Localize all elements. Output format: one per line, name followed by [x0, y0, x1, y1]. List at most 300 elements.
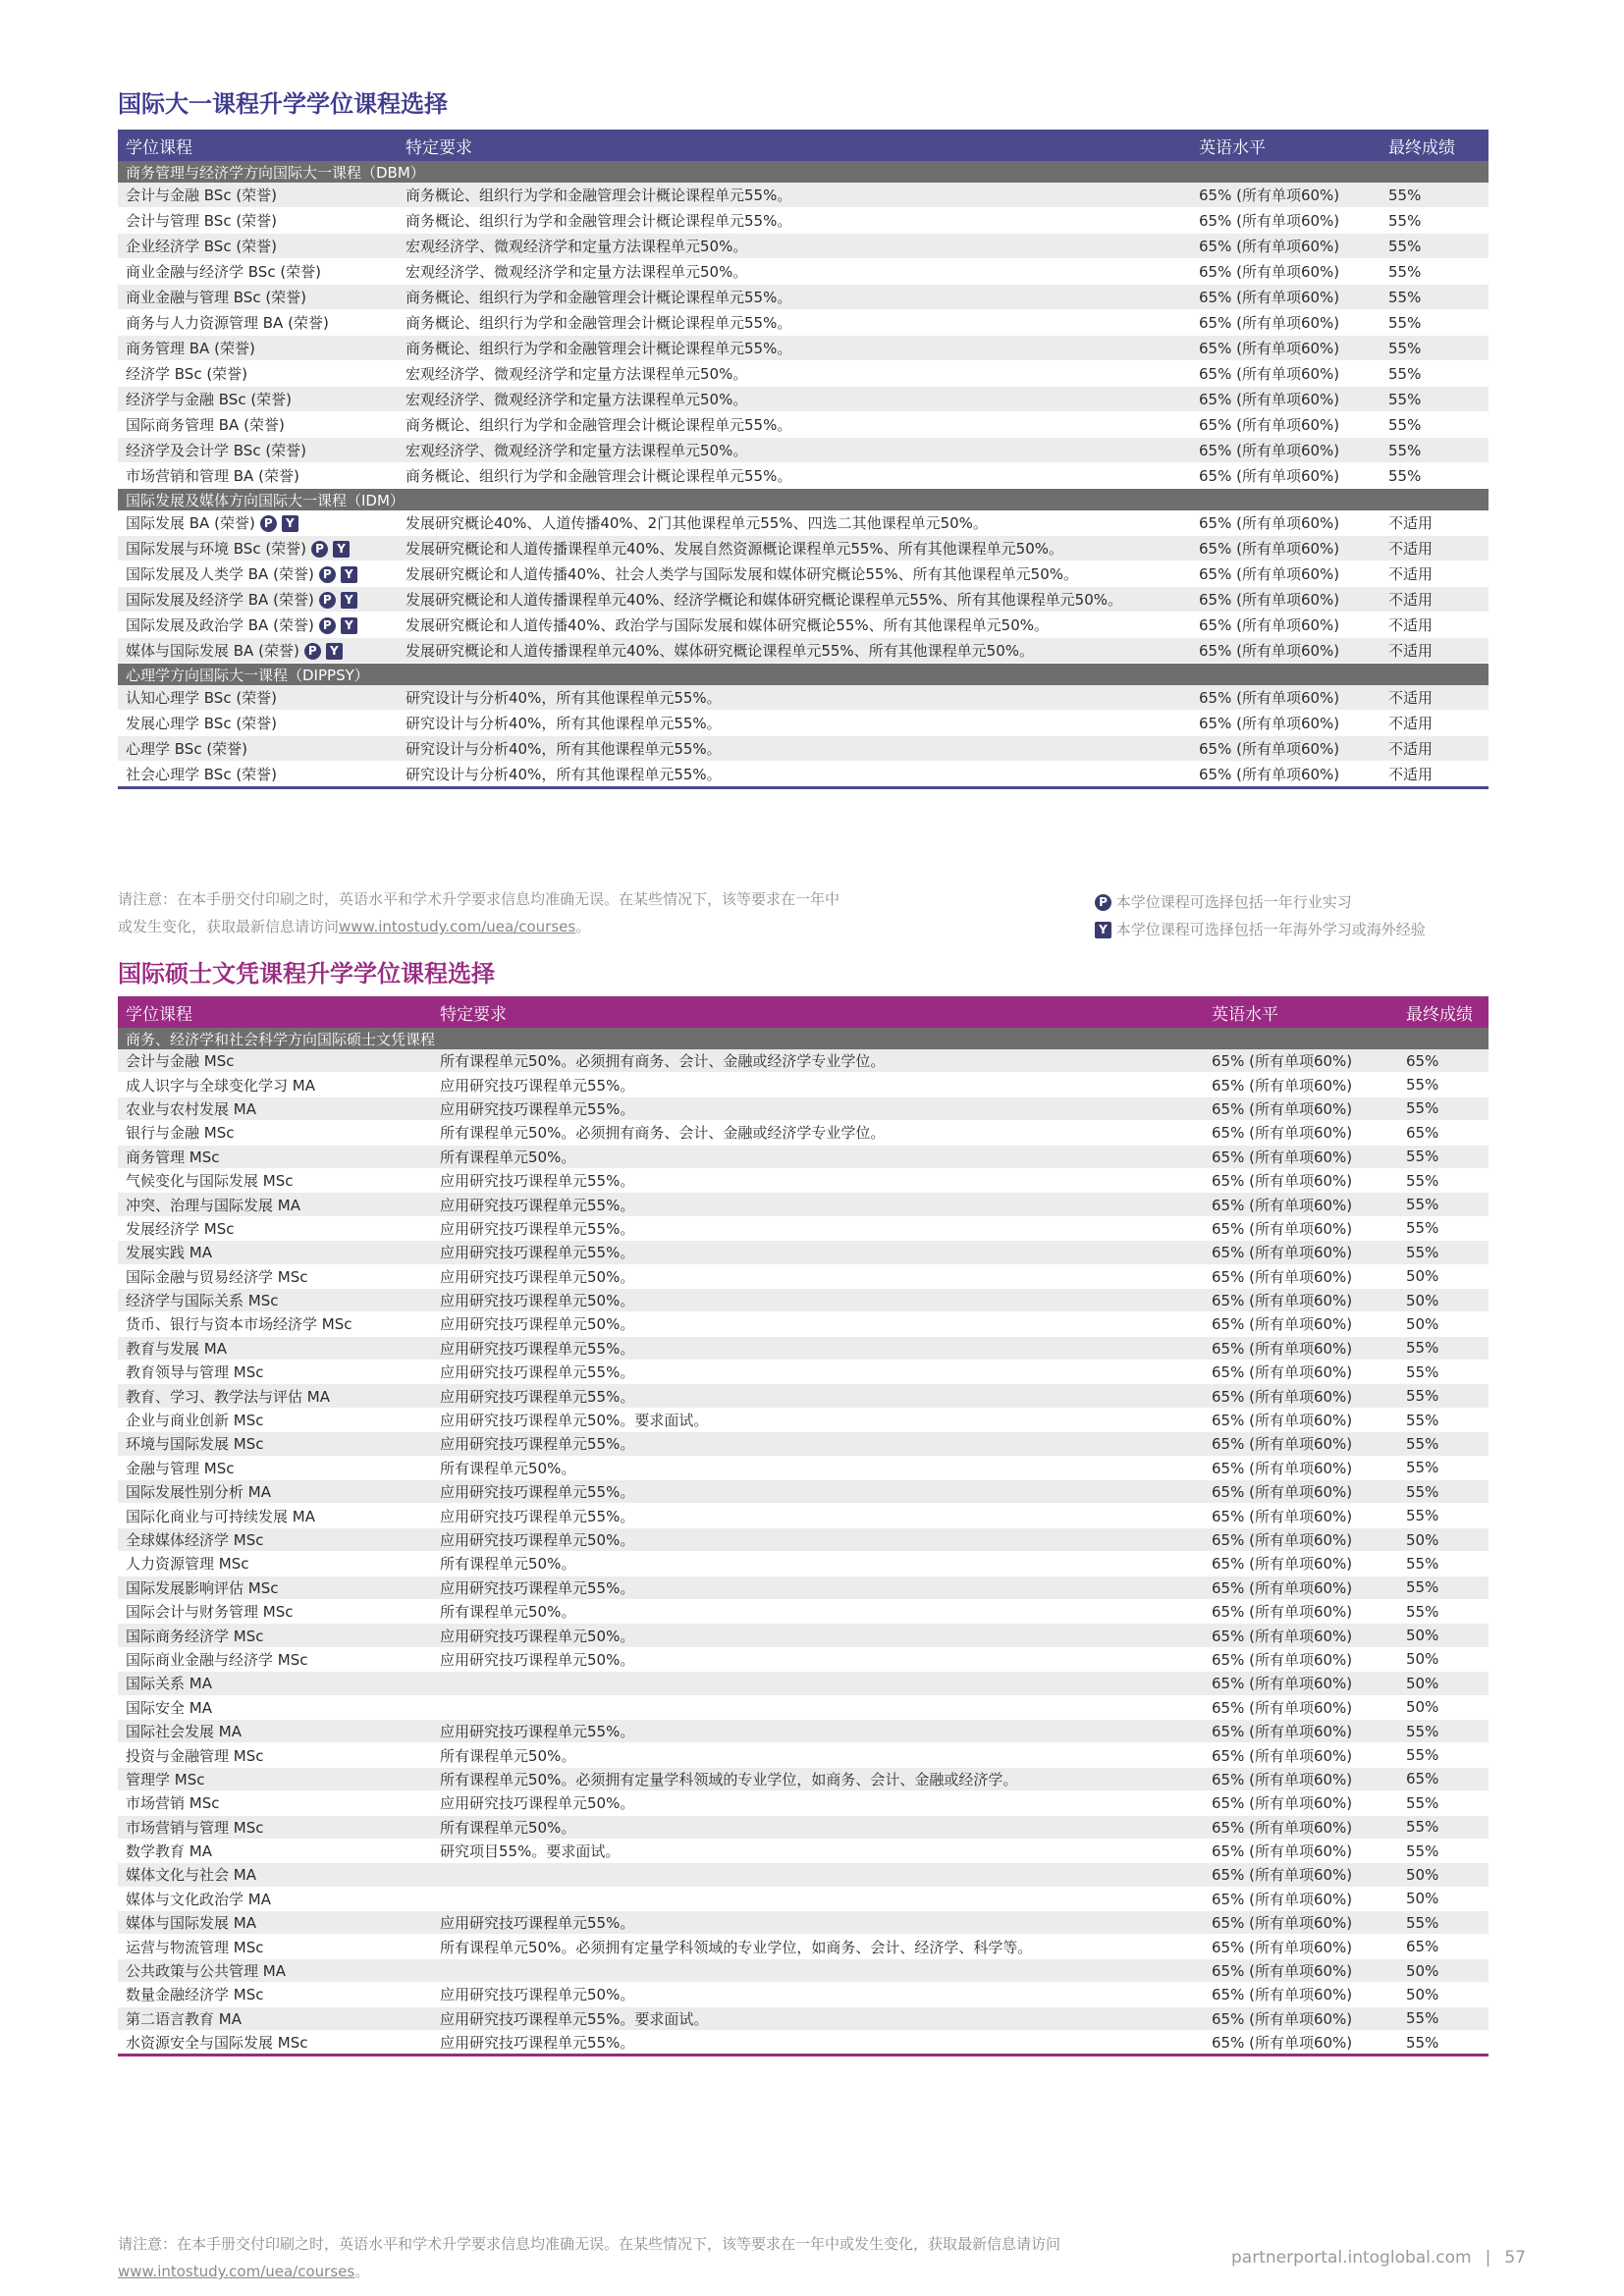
placement-icon: P [319, 592, 336, 609]
english-cell: 65% (所有单项60%) [1191, 310, 1380, 336]
table-row [118, 1432, 1489, 1456]
english-cell: 65% (所有单项60%) [1204, 1073, 1398, 1096]
final-grade-cell: 55% [1398, 1073, 1489, 1096]
table1-header-row [118, 130, 1489, 161]
final-grade-cell: 55% [1398, 1241, 1489, 1264]
english-cell: 65% (所有单项60%) [1204, 1958, 1398, 1982]
table-row [118, 2031, 1489, 2056]
requirements-cell: 发展研究概论和人道传播40%、社会人类学与国际发展和媒体研究概论55%、所有其他课程单元50%。 [398, 561, 1191, 587]
final-grade-cell: 55% [1380, 259, 1489, 285]
placement-icon: P [1095, 894, 1111, 911]
english-cell: 65% (所有单项60%) [1191, 208, 1380, 234]
table-row [118, 1743, 1489, 1767]
year-abroad-icon: Y [341, 592, 357, 609]
course-cell: 人力资源管理 MSc [118, 1552, 432, 1575]
requirements-cell: 宏观经济学、微观经济学和定量方法课程单元50%。 [398, 438, 1191, 463]
table-row [118, 1049, 1489, 1073]
table-row [118, 1527, 1489, 1551]
course-name: 认知心理学 BSc (荣誉) [126, 689, 278, 707]
table-row [118, 208, 1489, 234]
requirements-cell: 发展研究概论40%、人道传播40%、2门其他课程单元55%、四选二其他课程单元50%。 [398, 510, 1191, 536]
course-name: 国际发展 BA (荣誉) [126, 514, 255, 532]
english-cell: 65% (所有单项60%) [1204, 1839, 1398, 1862]
table-row [118, 1575, 1489, 1599]
course-cell: 国际社会发展 MA [118, 1719, 432, 1742]
course-cell: 发展实践 MA [118, 1241, 432, 1264]
table-row [118, 1624, 1489, 1647]
requirements-cell: 应用研究技巧课程单元55%。 [432, 2031, 1204, 2056]
group-label: 商务、经济学和社会科学方向国际硕士文凭课程 [118, 1028, 1489, 1049]
final-grade-cell: 不适用 [1380, 638, 1489, 664]
requirements-cell: 应用研究技巧课程单元55%。 [432, 1096, 1204, 1120]
final-grade-cell: 50% [1398, 1312, 1489, 1336]
table1-body [118, 161, 1489, 788]
final-grade-cell: 65% [1398, 1049, 1489, 1073]
english-cell: 65% (所有单项60%) [1191, 387, 1380, 412]
english-cell: 65% (所有单项60%) [1191, 183, 1380, 208]
english-cell: 65% (所有单项60%) [1204, 1504, 1398, 1527]
footer-site: partnerportal.intoglobal.com [1231, 2248, 1472, 2268]
english-cell: 65% (所有单项60%) [1191, 234, 1380, 259]
english-cell: 65% (所有单项60%) [1204, 1288, 1398, 1311]
course-cell: 会计与金融 MSc [118, 1049, 432, 1073]
requirements-cell [432, 1863, 1204, 1887]
requirements-cell: 应用研究技巧课程单元50%。 [432, 1312, 1204, 1336]
legend-placement-text: 本学位课程可选择包括一年行业实习 [1115, 893, 1352, 911]
english-cell: 65% (所有单项60%) [1204, 1624, 1398, 1647]
english-cell: 65% (所有单项60%) [1204, 1408, 1398, 1431]
requirements-cell: 所有课程单元50%。 [432, 1145, 1204, 1168]
table-row [118, 561, 1489, 587]
requirements-cell: 应用研究技巧课程单元55%。要求面试。 [432, 2006, 1204, 2030]
english-cell: 65% (所有单项60%) [1204, 1695, 1398, 1719]
course-name: 商业金融与管理 BSc (荣誉) [126, 289, 307, 306]
requirements-cell: 研究设计与分析40%，所有其他课程单元55%。 [398, 762, 1191, 788]
table-row [118, 234, 1489, 259]
table-row [118, 1264, 1489, 1288]
english-cell: 65% (所有单项60%) [1204, 1241, 1398, 1264]
requirements-cell: 应用研究技巧课程单元50%。要求面试。 [432, 1408, 1204, 1431]
requirements-cell: 应用研究技巧课程单元55%。 [432, 1480, 1204, 1504]
final-grade-cell: 55% [1398, 1432, 1489, 1456]
english-cell: 65% (所有单项60%) [1204, 1815, 1398, 1839]
course-cell [118, 310, 398, 336]
requirements-cell: 发展研究概论和人道传播课程单元40%、发展自然资源概论课程单元55%、所有其他课程单元50%。 [398, 536, 1191, 561]
requirements-cell: 应用研究技巧课程单元55%。 [432, 1216, 1204, 1240]
requirements-cell [432, 1672, 1204, 1695]
final-grade-cell: 不适用 [1380, 613, 1489, 638]
group-label: 心理学方向国际大一课程（DIPPSY） [118, 664, 1489, 686]
course-cell [118, 412, 398, 438]
course-cell: 发展经济学 MSc [118, 1216, 432, 1240]
english-cell: 65% (所有单项60%) [1191, 285, 1380, 310]
table-row [118, 259, 1489, 285]
course-cell: 教育、学习、教学法与评估 MA [118, 1384, 432, 1408]
table-row [118, 1336, 1489, 1360]
english-cell: 65% (所有单项60%) [1204, 1480, 1398, 1504]
requirements-cell [432, 1887, 1204, 1910]
final-grade-cell: 55% [1398, 1096, 1489, 1120]
course-name: 国际商务管理 BA (荣誉) [126, 416, 285, 434]
course-cell [118, 387, 398, 412]
final-grade-cell: 不适用 [1380, 711, 1489, 736]
table-row [118, 1504, 1489, 1527]
english-cell: 65% (所有单项60%) [1204, 1096, 1398, 1120]
header-course: 学位课程 [118, 130, 398, 161]
requirements-cell: 发展研究概论和人道传播课程单元40%、经济学概论和媒体研究概论课程单元55%、所有其他课程单元50%。 [398, 587, 1191, 613]
final-grade-cell: 55% [1380, 183, 1489, 208]
requirements-cell: 应用研究技巧课程单元55%。 [432, 1911, 1204, 1935]
english-cell: 65% (所有单项60%) [1191, 510, 1380, 536]
requirements-cell: 所有课程单元50%。 [432, 1815, 1204, 1839]
requirements-cell: 商务概论、组织行为学和金融管理会计概论课程单元55%。 [398, 463, 1191, 489]
header-final: 最终成绩 [1380, 130, 1489, 161]
requirements-cell: 应用研究技巧课程单元55%。 [432, 1336, 1204, 1360]
english-cell: 65% (所有单项60%) [1204, 1145, 1398, 1168]
course-cell: 环境与国际发展 MSc [118, 1432, 432, 1456]
requirements-cell: 商务概论、组织行为学和金融管理会计概论课程单元55%。 [398, 208, 1191, 234]
course-cell: 教育与发展 MA [118, 1336, 432, 1360]
group-row [118, 161, 1489, 183]
course-cell: 金融与管理 MSc [118, 1456, 432, 1479]
english-cell: 65% (所有单项60%) [1204, 1384, 1398, 1408]
table1 [118, 130, 1489, 789]
final-grade-cell: 65% [1398, 1121, 1489, 1145]
english-cell: 65% (所有单项60%) [1191, 361, 1380, 387]
course-name: 经济学及会计学 BSc (荣誉) [126, 442, 307, 459]
requirements-cell: 应用研究技巧课程单元55%。 [432, 1168, 1204, 1192]
course-cell: 国际发展性别分析 MA [118, 1480, 432, 1504]
table-row [118, 387, 1489, 412]
final-grade-cell: 不适用 [1380, 536, 1489, 561]
requirements-cell: 所有课程单元50%。 [432, 1552, 1204, 1575]
course-cell: 媒体文化与社会 MA [118, 1863, 432, 1887]
footer-separator: | [1485, 2248, 1491, 2268]
final-grade-cell: 55% [1380, 208, 1489, 234]
english-cell: 65% (所有单项60%) [1204, 1647, 1398, 1671]
table-row [118, 1241, 1489, 1264]
final-grade-cell: 55% [1380, 285, 1489, 310]
course-name: 商务与人力资源管理 BA (荣誉) [126, 314, 329, 332]
icon-legend [1090, 888, 1426, 943]
final-grade-cell: 50% [1398, 1647, 1489, 1671]
table-row [118, 1672, 1489, 1695]
final-grade-cell: 55% [1380, 336, 1489, 361]
english-cell: 65% (所有单项60%) [1204, 1361, 1398, 1384]
year-abroad-icon: Y [282, 515, 298, 532]
course-name: 国际发展及经济学 BA (荣誉) [126, 591, 314, 609]
group-label: 商务管理与经济学方向国际大一课程（DBM） [118, 161, 1489, 183]
final-grade-cell: 55% [1398, 1911, 1489, 1935]
courses-link[interactable]: www.intostudy.com/uea/courses [339, 918, 576, 935]
final-grade-cell: 55% [1398, 1456, 1489, 1479]
requirements-cell: 应用研究技巧课程单元55%。 [432, 1361, 1204, 1384]
table-row [118, 685, 1489, 711]
final-grade-cell: 55% [1398, 1552, 1489, 1575]
year-abroad-icon: Y [341, 566, 357, 583]
requirements-cell: 宏观经济学、微观经济学和定量方法课程单元50%。 [398, 361, 1191, 387]
course-name: 国际发展与环境 BSc (荣誉) [126, 540, 307, 558]
table-row [118, 638, 1489, 664]
final-grade-cell: 55% [1398, 1408, 1489, 1431]
requirements-cell: 应用研究技巧课程单元55%。 [432, 1193, 1204, 1216]
course-cell: 数量金融经济学 MSc [118, 1983, 432, 2006]
table-row [118, 1911, 1489, 1935]
course-cell: 管理学 MSc [118, 1767, 432, 1790]
table-row [118, 183, 1489, 208]
english-cell: 65% (所有单项60%) [1204, 1743, 1398, 1767]
final-grade-cell: 55% [1398, 1384, 1489, 1408]
english-cell: 65% (所有单项60%) [1204, 2031, 1398, 2056]
course-cell: 国际商业金融与经济学 MSc [118, 1647, 432, 1671]
legend-year-abroad [1090, 916, 1426, 943]
english-cell: 65% (所有单项60%) [1204, 1911, 1398, 1935]
final-grade-cell: 55% [1380, 412, 1489, 438]
requirements-cell: 所有课程单元50%。 [432, 1456, 1204, 1479]
final-grade-cell: 不适用 [1380, 510, 1489, 536]
requirements-cell: 宏观经济学、微观经济学和定量方法课程单元50%。 [398, 234, 1191, 259]
final-grade-cell: 55% [1398, 1743, 1489, 1767]
table-row [118, 1121, 1489, 1145]
table-row [118, 310, 1489, 336]
course-cell [118, 587, 398, 613]
english-cell: 65% (所有单项60%) [1191, 336, 1380, 361]
english-cell: 65% (所有单项60%) [1204, 1863, 1398, 1887]
course-name: 商业金融与经济学 BSc (荣誉) [126, 263, 322, 281]
final-grade-cell: 65% [1398, 1767, 1489, 1790]
table-row [118, 1815, 1489, 1839]
requirements-cell [432, 1695, 1204, 1719]
course-cell: 数学教育 MA [118, 1839, 432, 1862]
english-cell: 65% (所有单项60%) [1204, 1336, 1398, 1360]
course-name: 企业经济学 BSc (荣誉) [126, 238, 278, 255]
requirements-cell: 发展研究概论和人道传播课程单元40%、媒体研究概论课程单元55%、所有其他课程单元50%。 [398, 638, 1191, 664]
final-grade-cell: 55% [1380, 387, 1489, 412]
english-cell: 65% (所有单项60%) [1204, 1121, 1398, 1145]
course-name: 会计与管理 BSc (荣誉) [126, 212, 278, 230]
course-cell: 农业与农村发展 MA [118, 1096, 432, 1120]
course-cell: 商务管理 MSc [118, 1145, 432, 1168]
table-row [118, 736, 1489, 762]
english-cell: 65% (所有单项60%) [1204, 1168, 1398, 1192]
table-row [118, 412, 1489, 438]
requirements-cell: 所有课程单元50%。必须拥有商务、会计、金融或经济学专业学位。 [432, 1049, 1204, 1073]
course-cell: 气候变化与国际发展 MSc [118, 1168, 432, 1192]
final-grade-cell: 50% [1398, 1527, 1489, 1551]
table-row [118, 536, 1489, 561]
requirements-cell: 研究项目55%。要求面试。 [432, 1839, 1204, 1862]
final-grade-cell: 55% [1398, 1480, 1489, 1504]
course-name: 社会心理学 BSc (荣誉) [126, 766, 278, 783]
course-cell [118, 463, 398, 489]
course-cell [118, 613, 398, 638]
course-cell [118, 361, 398, 387]
final-grade-cell: 55% [1398, 1193, 1489, 1216]
table-row [118, 438, 1489, 463]
table-row [118, 1647, 1489, 1671]
group-row [118, 1028, 1489, 1049]
group-row [118, 664, 1489, 686]
placement-icon: P [311, 541, 328, 558]
course-cell [118, 259, 398, 285]
requirements-cell [432, 1958, 1204, 1982]
table-row [118, 1073, 1489, 1096]
course-name: 经济学与金融 BSc (荣誉) [126, 391, 293, 408]
header-requirements: 特定要求 [432, 996, 1204, 1028]
english-cell: 65% (所有单项60%) [1191, 259, 1380, 285]
disclaimer-note-2 [118, 2230, 1060, 2285]
requirements-cell: 应用研究技巧课程单元50%。 [432, 1983, 1204, 2006]
table1-title: 国际大一课程升学学位课程选择 [118, 90, 448, 118]
requirements-cell: 商务概论、组织行为学和金融管理会计概论课程单元55%。 [398, 183, 1191, 208]
english-cell: 65% (所有单项60%) [1204, 1575, 1398, 1599]
table-row [118, 1361, 1489, 1384]
requirements-cell: 应用研究技巧课程单元50%。 [432, 1264, 1204, 1288]
requirements-cell: 所有课程单元50%。必须拥有定量学科领域的专业学位，如商务、会计、金融或经济学。 [432, 1767, 1204, 1790]
final-grade-cell: 55% [1380, 310, 1489, 336]
english-cell: 65% (所有单项60%) [1204, 1791, 1398, 1815]
english-cell: 65% (所有单项60%) [1191, 412, 1380, 438]
table-row [118, 1695, 1489, 1719]
final-grade-cell: 不适用 [1380, 736, 1489, 762]
table-row [118, 463, 1489, 489]
page-number: 57 [1504, 2248, 1526, 2268]
course-cell [118, 183, 398, 208]
requirements-cell: 应用研究技巧课程单元50%。 [432, 1647, 1204, 1671]
english-cell: 65% (所有单项60%) [1204, 1527, 1398, 1551]
course-name: 国际发展及人类学 BA (荣誉) [126, 565, 314, 583]
final-grade-cell: 不适用 [1380, 561, 1489, 587]
final-grade-cell: 55% [1398, 1719, 1489, 1742]
course-cell [118, 234, 398, 259]
requirements-cell: 应用研究技巧课程单元55%。 [432, 1504, 1204, 1527]
final-grade-cell: 55% [1380, 234, 1489, 259]
requirements-cell: 所有课程单元50%。 [432, 1743, 1204, 1767]
english-cell: 65% (所有单项60%) [1204, 1432, 1398, 1456]
course-cell [118, 685, 398, 711]
english-cell: 65% (所有单项60%) [1204, 1264, 1398, 1288]
header-english: 英语水平 [1204, 996, 1398, 1028]
table-row [118, 1145, 1489, 1168]
requirements-cell: 应用研究技巧课程单元50%。 [432, 1527, 1204, 1551]
course-cell: 国际会计与财务管理 MSc [118, 1599, 432, 1623]
note-end: 。 [575, 918, 591, 935]
requirements-cell: 宏观经济学、微观经济学和定量方法课程单元50%。 [398, 387, 1191, 412]
courses-link[interactable]: www.intostudy.com/uea/courses [118, 2263, 355, 2280]
course-cell: 全球媒体经济学 MSc [118, 1527, 432, 1551]
group-label: 国际发展及媒体方向国际大一课程（IDM） [118, 489, 1489, 511]
table-row [118, 1935, 1489, 1958]
course-cell [118, 285, 398, 310]
course-cell: 国际发展影响评估 MSc [118, 1575, 432, 1599]
final-grade-cell: 50% [1398, 1863, 1489, 1887]
course-name: 媒体与国际发展 BA (荣誉) [126, 642, 299, 660]
table-row [118, 1408, 1489, 1431]
year-abroad-icon: Y [326, 643, 343, 660]
requirements-cell: 应用研究技巧课程单元55%。 [432, 1432, 1204, 1456]
table-row [118, 1193, 1489, 1216]
table-row [118, 510, 1489, 536]
course-cell [118, 638, 398, 664]
english-cell: 65% (所有单项60%) [1204, 1767, 1398, 1790]
year-abroad-icon: Y [333, 541, 350, 558]
final-grade-cell: 50% [1398, 1672, 1489, 1695]
course-cell: 市场营销 MSc [118, 1791, 432, 1815]
final-grade-cell: 55% [1380, 361, 1489, 387]
requirements-cell: 研究设计与分析40%，所有其他课程单元55%。 [398, 711, 1191, 736]
final-grade-cell: 不适用 [1380, 762, 1489, 788]
requirements-cell: 所有课程单元50%。必须拥有商务、会计、金融或经济学专业学位。 [432, 1121, 1204, 1145]
final-grade-cell: 55% [1398, 1575, 1489, 1599]
final-grade-cell: 55% [1398, 1839, 1489, 1862]
english-cell: 65% (所有单项60%) [1204, 1983, 1398, 2006]
table-row [118, 1312, 1489, 1336]
requirements-cell: 发展研究概论和人道传播40%、政治学与国际发展和媒体研究概论55%、所有其他课程单元50%。 [398, 613, 1191, 638]
placement-icon: P [260, 515, 277, 532]
table-row [118, 1456, 1489, 1479]
table-row [118, 1958, 1489, 1982]
english-cell: 65% (所有单项60%) [1191, 587, 1380, 613]
course-name: 商务管理 BA (荣誉) [126, 340, 255, 357]
note-text: 请注意：在本手册交付印刷之时，英语水平和学术升学要求信息均准确无误。在某些情况下，该等要求在一年中或发生变化，获取最新信息请访问 [118, 890, 840, 935]
course-cell: 运营与物流管理 MSc [118, 1935, 432, 1958]
course-cell: 市场营销与管理 MSc [118, 1815, 432, 1839]
legend-placement [1090, 888, 1426, 916]
course-cell [118, 561, 398, 587]
final-grade-cell: 不适用 [1380, 685, 1489, 711]
course-cell: 国际安全 MA [118, 1695, 432, 1719]
final-grade-cell: 55% [1398, 2006, 1489, 2030]
placement-icon: P [319, 566, 336, 583]
english-cell: 65% (所有单项60%) [1204, 1216, 1398, 1240]
course-cell: 国际关系 MA [118, 1672, 432, 1695]
requirements-cell: 应用研究技巧课程单元55%。 [432, 1719, 1204, 1742]
course-cell [118, 438, 398, 463]
table-row [118, 1480, 1489, 1504]
course-cell: 国际化商业与可持续发展 MA [118, 1504, 432, 1527]
final-grade-cell: 50% [1398, 1958, 1489, 1982]
requirements-cell: 研究设计与分析40%，所有其他课程单元55%。 [398, 685, 1191, 711]
requirements-cell: 应用研究技巧课程单元55%。 [432, 1384, 1204, 1408]
course-cell: 银行与金融 MSc [118, 1121, 432, 1145]
final-grade-cell: 55% [1398, 1815, 1489, 1839]
placement-icon: P [304, 643, 321, 660]
placement-icon: P [319, 617, 336, 634]
course-cell: 企业与商业创新 MSc [118, 1408, 432, 1431]
course-cell: 教育领导与管理 MSc [118, 1361, 432, 1384]
english-cell: 65% (所有单项60%) [1191, 638, 1380, 664]
final-grade-cell: 55% [1380, 438, 1489, 463]
course-cell: 公共政策与公共管理 MA [118, 1958, 432, 1982]
page-footer [1231, 2248, 1526, 2268]
course-cell: 冲突、治理与国际发展 MA [118, 1193, 432, 1216]
table2 [118, 996, 1489, 2056]
final-grade-cell: 55% [1398, 1599, 1489, 1623]
english-cell: 65% (所有单项60%) [1204, 1193, 1398, 1216]
table-row [118, 711, 1489, 736]
course-cell [118, 336, 398, 361]
table-row [118, 336, 1489, 361]
final-grade-cell: 55% [1398, 1791, 1489, 1815]
requirements-cell: 应用研究技巧课程单元55%。 [432, 1575, 1204, 1599]
english-cell: 65% (所有单项60%) [1191, 561, 1380, 587]
english-cell: 65% (所有单项60%) [1191, 685, 1380, 711]
english-cell: 65% (所有单项60%) [1204, 1935, 1398, 1958]
english-cell: 65% (所有单项60%) [1191, 762, 1380, 788]
table-row [118, 1552, 1489, 1575]
table-row [118, 1983, 1489, 2006]
requirements-cell: 应用研究技巧课程单元50%。 [432, 1791, 1204, 1815]
